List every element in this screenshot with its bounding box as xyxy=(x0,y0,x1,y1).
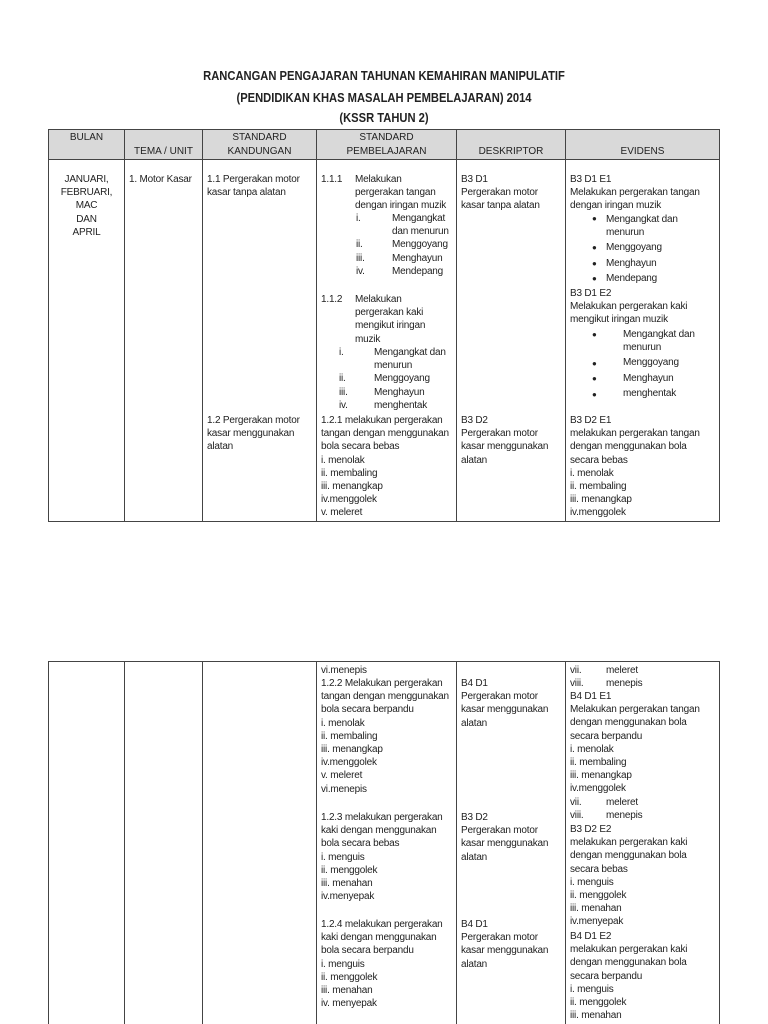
header-deskriptor: DESKRIPTOR xyxy=(478,146,544,157)
bulan-cell xyxy=(49,173,124,239)
sp-line: bola secara berpandu xyxy=(321,704,414,716)
sk-line: kasar menggunakan xyxy=(207,428,295,440)
sp-item-num: i. xyxy=(356,213,361,224)
table-rule-col2 xyxy=(202,129,203,522)
ev-bullet-text: Mengangkat dan xyxy=(606,214,678,225)
table-rule-col5 xyxy=(565,661,566,1024)
ev-line: ii. membaling xyxy=(570,756,627,768)
sp-line: Melakukan xyxy=(355,294,402,305)
sp-line: kaki dengan menggunakan xyxy=(321,825,437,837)
sp-1-1-1-items-text xyxy=(392,212,449,278)
ev-item-text: menepis xyxy=(606,810,643,822)
sk-line: 1.2 Pergerakan motor xyxy=(207,415,300,426)
sp-line: tangan dengan menggunakan xyxy=(321,428,449,440)
evidens-continued-text xyxy=(606,664,642,690)
sk-1-2-cell xyxy=(207,414,300,454)
sp-1-2-2-cell xyxy=(321,677,449,796)
sp-line: bola secara bebas xyxy=(321,441,400,453)
sp-item-text: menurun xyxy=(374,360,413,372)
desc-line: Pergerakan motor xyxy=(461,428,538,440)
ev-line: Melakukan pergerakan tangan xyxy=(570,704,700,716)
bulan-line: APRIL xyxy=(72,226,101,238)
ev-item-text: menepis xyxy=(606,678,643,690)
sk-line: 1.1 Pergerakan motor xyxy=(207,174,300,185)
ev-line: i. menolak xyxy=(570,467,614,479)
ev-bullet-text: Mendepang xyxy=(606,272,658,284)
bullet-dot: ● xyxy=(592,259,597,268)
desc-line: B3 D2 xyxy=(461,812,488,823)
ev-line: iii. menangkap xyxy=(570,494,632,506)
ev-line: secara bebas xyxy=(570,454,628,466)
ev-line: mengikut iringan muzik xyxy=(570,314,668,326)
ev-line: B4 D1 E2 xyxy=(570,931,612,942)
bulan-line: MAC xyxy=(75,200,98,212)
header-evidens: EVIDENS xyxy=(620,146,665,157)
sp-line: bola secara bebas xyxy=(321,838,400,850)
sp-line: v. meleret xyxy=(321,770,363,782)
sp-item-text: Mengangkat dan xyxy=(374,347,446,358)
ev-line: i. menguis xyxy=(570,983,614,995)
deskriptor-b4-d1 xyxy=(461,677,548,730)
sp-1-1-1-text xyxy=(355,173,446,213)
sp-line: ii. menggolek xyxy=(321,971,378,983)
ev-bullet-text: Menggoyang xyxy=(606,242,662,254)
document-title-line2: (PENDIDIKAN KHAS MASALAH PEMBELAJARAN) 2014 xyxy=(236,90,532,105)
document-title-line1: RANCANGAN PENGAJARAN TAHUNAN KEMAHIRAN MANIPULATIF xyxy=(203,68,565,83)
table-rule-col6 xyxy=(719,129,720,522)
bulan-line: DAN xyxy=(76,213,97,225)
sp-item-text: Menghayun xyxy=(392,252,443,264)
header-standard-pembelajaran-2: PEMBELAJARAN xyxy=(346,146,427,157)
sp-item-text: dan menurun xyxy=(392,226,449,238)
evidens-b3-d1-e1-bullets xyxy=(606,213,678,285)
desc-line: kasar tanpa alatan xyxy=(461,200,540,212)
evidens-continued-nums xyxy=(570,664,583,690)
table-rule-bottom xyxy=(48,521,720,522)
sp-line: v. meleret xyxy=(321,507,363,519)
tema-cell xyxy=(129,173,192,186)
bulan-line: JANUARI, xyxy=(64,174,109,185)
ev-line: dengan menggunakan bola xyxy=(570,957,687,969)
sp-line: iv.menyepak xyxy=(321,891,375,903)
bullet-dot: ● xyxy=(592,214,597,223)
sp-line: iii. menahan xyxy=(321,984,373,996)
sp-line: pergerakan tangan xyxy=(355,187,436,199)
table-rule-col1 xyxy=(124,661,125,1024)
desc-line: kasar menggunakan xyxy=(461,945,549,957)
ev-line: B3 D2 E1 xyxy=(570,415,612,426)
sp-line: vi.menepis xyxy=(321,665,367,676)
ev-line: Melakukan pergerakan tangan xyxy=(570,187,700,199)
ev-line: dengan menggunakan bola xyxy=(570,850,687,862)
ev-line: iv.menggolek xyxy=(570,507,626,519)
bullet-dot: ● xyxy=(592,374,597,383)
sp-1-2-1-cell xyxy=(321,414,449,520)
document-title-line3: (KSSR TAHUN 2) xyxy=(339,110,429,125)
sk-line: kasar tanpa alatan xyxy=(207,187,286,199)
sp-item-num: iv. xyxy=(339,399,348,411)
desc-line: B4 D1 xyxy=(461,678,488,689)
table-rule-col4 xyxy=(456,661,457,1024)
sk-line: alatan xyxy=(207,441,234,453)
header-standard-kandungan-1: STANDARD xyxy=(232,132,287,143)
ev-line: Melakukan pergerakan kaki xyxy=(570,301,688,313)
evidens-b4-d1-e1 xyxy=(570,690,700,796)
evidens-b4-d1-e1-text xyxy=(606,796,642,822)
sp-line: mengikut iringan xyxy=(355,320,426,332)
deskriptor-b3-d2 xyxy=(461,811,548,864)
ev-bullet-text: Menggoyang xyxy=(623,357,679,369)
sp-line: 1.2.3 melakukan pergerakan xyxy=(321,812,443,823)
desc-line: B3 D1 xyxy=(461,174,488,185)
sp-line: 1.2.2 Melakukan pergerakan xyxy=(321,678,443,689)
table-rule-header xyxy=(48,159,720,160)
sp-line: bola secara berpandu xyxy=(321,945,414,957)
deskriptor-b3-d1 xyxy=(461,173,540,213)
evidens-b4-d1-e2 xyxy=(570,930,687,1022)
desc-line: alatan xyxy=(461,717,488,729)
ev-bullet-text: Menghayun xyxy=(606,257,657,269)
sp-item-num: i. xyxy=(339,347,344,358)
ev-line: B3 D1 E2 xyxy=(570,288,612,299)
ev-bullet-text: Mengangkat dan xyxy=(623,329,695,340)
table-rule-col3 xyxy=(316,129,317,522)
sp-line: ii. menggolek xyxy=(321,864,378,876)
desc-line: B3 D2 xyxy=(461,415,488,426)
ev-bullet-text: menurun xyxy=(606,227,645,239)
sp-item-text: Menggoyang xyxy=(392,239,448,251)
sp-item-text: Menggoyang xyxy=(374,373,430,385)
bullet-dot: ● xyxy=(592,359,597,368)
ev-line: dengan iringan muzik xyxy=(570,200,662,212)
ev-line: ii. membaling xyxy=(570,480,627,492)
sk-1-1-cell xyxy=(207,173,300,199)
bullet-dot: ● xyxy=(592,274,597,283)
ev-line: iv.menggolek xyxy=(570,783,626,795)
ev-line: dengan menggunakan bola xyxy=(570,441,687,453)
desc-line: Pergerakan motor xyxy=(461,691,538,703)
header-tema-unit: TEMA / UNIT xyxy=(134,146,193,157)
ev-line: melakukan pergerakan kaki xyxy=(570,944,688,956)
bullet-dot: ● xyxy=(592,390,597,399)
sp-line: ii. membaling xyxy=(321,467,378,479)
ev-line: secara bebas xyxy=(570,863,628,875)
desc-line: alatan xyxy=(461,958,488,970)
sp-line: dengan iringan muzik xyxy=(355,200,447,212)
sp-item-num: ii. xyxy=(339,373,346,385)
bullet-dot: ● xyxy=(592,243,597,252)
ev-item-num: vii. xyxy=(570,797,582,808)
sp-item-num: iv. xyxy=(356,265,365,277)
header-standard-pembelajaran-1: STANDARD xyxy=(359,132,414,143)
sp-1-1-1-number: 1.1.1 xyxy=(321,174,343,185)
ev-item-num: viii. xyxy=(570,678,584,690)
sp-1-1-2-items xyxy=(339,346,348,412)
sp-line: iv.menggolek xyxy=(321,757,377,769)
table-rule-top xyxy=(48,661,720,662)
ev-line: B3 D1 E1 xyxy=(570,174,612,185)
table-rule-col3 xyxy=(316,661,317,1024)
deskriptor-b4-d1 xyxy=(461,918,548,971)
ev-line: dengan menggunakan bola xyxy=(570,717,687,729)
ev-line: ii. menggolek xyxy=(570,996,627,1008)
desc-line: B4 D1 xyxy=(461,919,488,930)
table-rule-col2 xyxy=(202,661,203,1024)
desc-line: kasar menggunakan xyxy=(461,441,549,453)
ev-line: i. menguis xyxy=(570,876,614,888)
desc-line: Pergerakan motor xyxy=(461,187,538,199)
ev-line: B4 D1 E1 xyxy=(570,691,612,702)
ev-item-text: meleret xyxy=(606,665,638,676)
bullet-dot: ● xyxy=(592,330,597,339)
header-bulan: BULAN xyxy=(69,132,104,143)
sp-item-num: iii. xyxy=(356,252,365,264)
desc-line: alatan xyxy=(461,454,488,466)
sp-line: muzik xyxy=(355,333,381,345)
ev-bullet-text: menghentak xyxy=(623,387,677,399)
sp-item-num: iii. xyxy=(339,386,348,398)
table-rule-top xyxy=(48,129,720,130)
ev-line: B3 D2 E2 xyxy=(570,824,612,835)
desc-line: kasar menggunakan xyxy=(461,704,549,716)
sp-line: ii. membaling xyxy=(321,730,378,742)
sp-line: iii. menangkap xyxy=(321,480,383,492)
ev-line: iv.menyepak xyxy=(570,916,624,928)
table-rule-col4 xyxy=(456,129,457,522)
ev-line: iii. menangkap xyxy=(570,770,632,782)
sp-line: i. menolak xyxy=(321,717,365,729)
table-rule-col6 xyxy=(719,661,720,1024)
sp-line: iii. menahan xyxy=(321,877,373,889)
sp-line: tangan dengan menggunakan xyxy=(321,691,449,703)
ev-bullet-text: menurun xyxy=(623,342,662,354)
sp-1-2-4-cell xyxy=(321,918,443,1010)
evidens-b3-d1-e2-bullets xyxy=(623,328,695,400)
ev-line: melakukan pergerakan tangan xyxy=(570,428,700,440)
table-rule-col1 xyxy=(124,129,125,522)
table-rule-col5 xyxy=(565,129,566,522)
sp-line: iv. menyepak xyxy=(321,998,377,1010)
ev-line: iii. menahan xyxy=(570,903,622,915)
desc-line: Pergerakan motor xyxy=(461,932,538,944)
sp-line: 1.2.1 melakukan pergerakan xyxy=(321,415,443,426)
sp-line: pergerakan kaki xyxy=(355,307,424,319)
sp-continued xyxy=(321,664,367,677)
sp-item-text: menghentak xyxy=(374,399,428,411)
desc-line: alatan xyxy=(461,851,488,863)
sp-line: iii. menangkap xyxy=(321,743,383,755)
ev-line: secara berpandu xyxy=(570,970,643,982)
ev-item-num: vii. xyxy=(570,665,582,676)
header-standard-kandungan-2: KANDUNGAN xyxy=(227,146,292,157)
deskriptor-b3-d2 xyxy=(461,414,548,467)
sp-1-1-1-items xyxy=(356,212,365,278)
sp-1-2-3-cell xyxy=(321,811,443,903)
desc-line: kasar menggunakan xyxy=(461,838,549,850)
sp-line: 1.2.4 melakukan pergerakan xyxy=(321,919,443,930)
evidens-b3-d1-e2 xyxy=(570,287,687,327)
sp-item-text: Menghayun xyxy=(374,386,425,398)
ev-item-text: meleret xyxy=(606,797,638,808)
sp-1-1-2-number: 1.1.2 xyxy=(321,294,343,305)
tema-text: 1. Motor Kasar xyxy=(129,174,192,185)
sp-line: Melakukan xyxy=(355,174,402,185)
sp-line: iv.menggolek xyxy=(321,494,377,506)
ev-line: ii. menggolek xyxy=(570,889,627,901)
sp-line: i. menguis xyxy=(321,851,365,863)
sp-1-1-2-items-text xyxy=(374,346,446,412)
evidens-b3-d2-e1 xyxy=(570,414,700,520)
evidens-b4-d1-e1-nums xyxy=(570,796,583,822)
sp-line: i. menguis xyxy=(321,958,365,970)
sp-item-text: Mengangkat xyxy=(392,213,446,224)
sp-line: vi.menepis xyxy=(321,783,367,795)
evidens-b3-d2-e2 xyxy=(570,823,687,929)
sp-line: kaki dengan menggunakan xyxy=(321,932,437,944)
desc-line: Pergerakan motor xyxy=(461,825,538,837)
bulan-line: FEBRUARI, xyxy=(60,187,113,199)
sp-item-num: ii. xyxy=(356,239,363,251)
sp-line: i. menolak xyxy=(321,454,365,466)
evidens-b3-d1-e1 xyxy=(570,173,700,213)
ev-line: secara berpandu xyxy=(570,730,643,742)
ev-line: melakukan pergerakan kaki xyxy=(570,837,688,849)
ev-item-num: viii. xyxy=(570,810,584,822)
sp-1-1-2-text xyxy=(355,293,425,346)
ev-bullet-text: Menghayun xyxy=(623,372,674,384)
ev-line: iii. menahan xyxy=(570,1010,622,1022)
table-rule-col0 xyxy=(48,661,49,1024)
ev-line: i. menolak xyxy=(570,743,614,755)
sp-item-text: Mendepang xyxy=(392,265,444,277)
